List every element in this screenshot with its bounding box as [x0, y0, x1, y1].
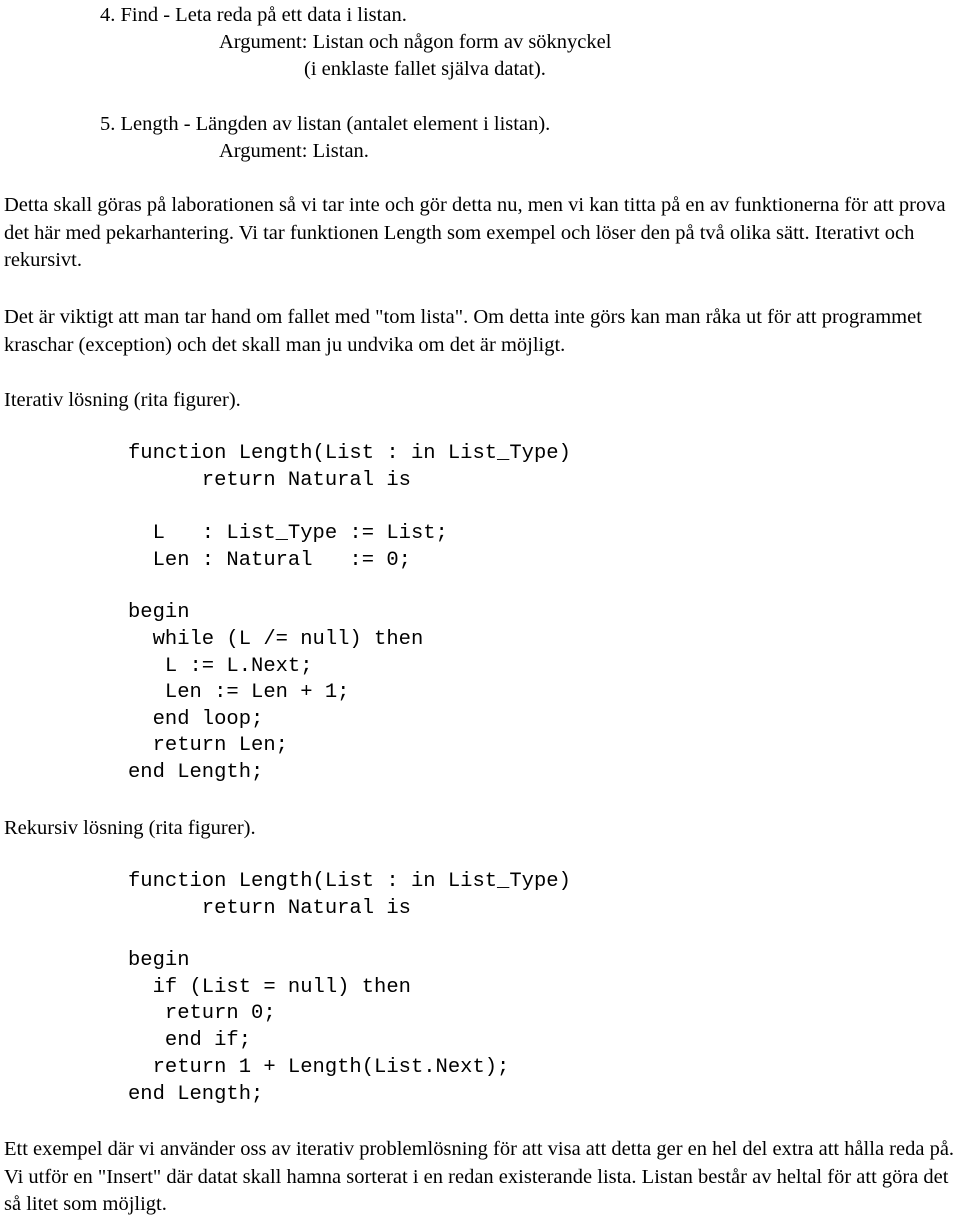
code-line: end Length;	[128, 761, 264, 784]
list-item-length-argument: Argument: Listan.	[219, 140, 369, 162]
code-line: end loop;	[128, 708, 264, 731]
empty-list-paragraph: Det är viktigt att man tar hand om fallet med "tom lista". Om detta inte görs kan man råka ut för att programmet kraschar (exception) och det skall man ju undvika om det är möjligt.	[4, 306, 922, 356]
list-item-length: 5. Length - Längden av listan (antalet element i listan).	[100, 113, 551, 135]
code-line: return Natural is	[128, 469, 411, 492]
code-line: return Natural is	[128, 897, 411, 920]
list-item-find: 4. Find - Leta reda på ett data i listan.	[100, 4, 407, 26]
list-item-find-argument: Argument: Listan och någon form av söknyckel	[219, 31, 612, 53]
code-line: L := L.Next;	[128, 655, 313, 678]
code-line: return 1 + Length(List.Next);	[128, 1056, 510, 1079]
code-line: function Length(List : in List_Type)	[128, 870, 571, 893]
code-line: function Length(List : in List_Type)	[128, 442, 571, 465]
code-line: return 0;	[128, 1002, 276, 1025]
code-line: begin	[128, 601, 190, 624]
code-line: while (L /= null) then	[128, 628, 424, 651]
intro-paragraph: Detta skall göras på laborationen så vi tar inte och gör detta nu, men vi kan titta på en av funktionerna för att prova det här med pekarhantering. Vi tar funktionen Length som exempel och löser den på två olika sätt. Iterativt och rekursivt.	[4, 194, 946, 272]
code-line: Len := Len + 1;	[128, 681, 350, 704]
code-line: return Len;	[128, 734, 288, 757]
list-item-find-note: (i enklaste fallet själva datat).	[304, 58, 546, 80]
code-line: L : List_Type := List;	[128, 522, 448, 545]
code-line: end Length;	[128, 1083, 264, 1106]
recursive-heading: Rekursiv lösning (rita figurer).	[4, 817, 256, 839]
iterative-heading: Iterativ lösning (rita figurer).	[4, 389, 241, 411]
code-line: if (List = null) then	[128, 976, 411, 999]
code-line: end if;	[128, 1029, 252, 1052]
code-line: Len : Natural := 0;	[128, 549, 411, 572]
code-line: begin	[128, 949, 190, 972]
closing-paragraph: Ett exempel där vi använder oss av iterativ problemlösning för att visa att detta ger en hel del extra att hålla reda på. Vi utför en "Insert" där datat skall hamna sorterat i en redan existerande lista. Listan består av heltal för att göra det så litet som möjligt.	[4, 1138, 955, 1216]
